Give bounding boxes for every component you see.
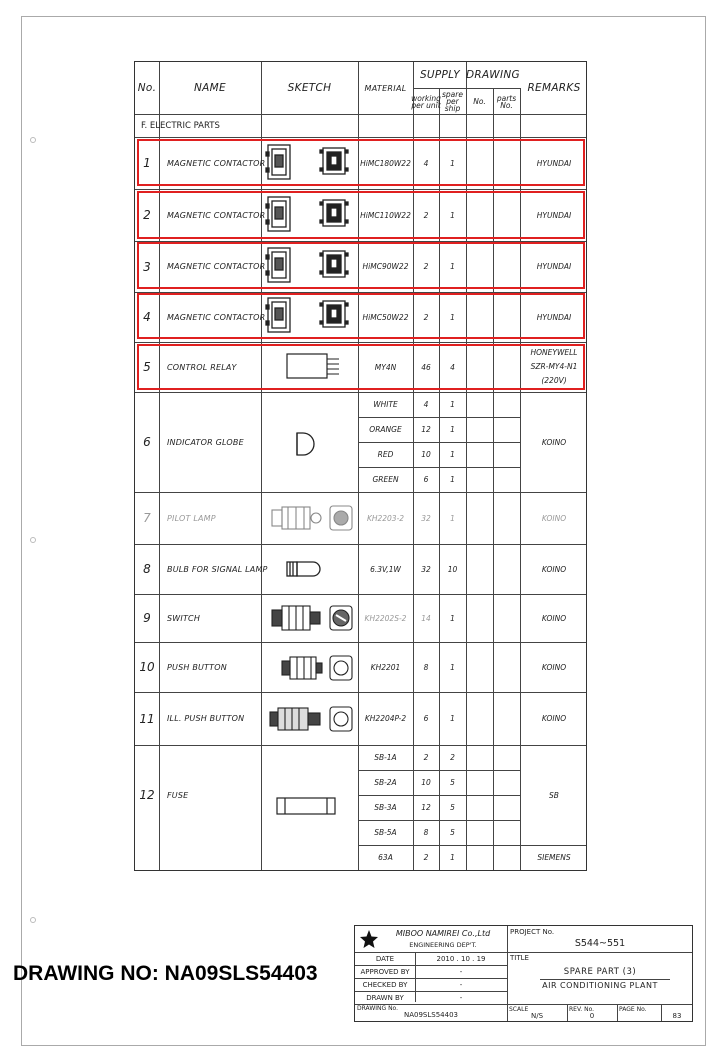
row-no: 6 bbox=[143, 435, 151, 449]
approved-value: - bbox=[459, 967, 463, 976]
sub-working: 10 bbox=[421, 778, 431, 787]
highlight-row-5 bbox=[137, 344, 585, 390]
row-material: HiMC90W22 bbox=[362, 262, 409, 271]
project-label: PROJECT No. bbox=[510, 927, 555, 936]
row-spare: 4 bbox=[450, 362, 455, 372]
row-no: 9 bbox=[143, 611, 151, 625]
sub-material: SB-3A bbox=[374, 803, 397, 812]
header-name: NAME bbox=[194, 82, 226, 94]
row-material: MY4N bbox=[374, 362, 397, 372]
row-remarks: KOINO bbox=[541, 613, 567, 623]
row-no: 7 bbox=[143, 511, 151, 525]
checked-label: CHECKED BY bbox=[362, 980, 408, 989]
row-remarks: KOINO bbox=[541, 437, 567, 447]
highlight-row-1 bbox=[137, 139, 585, 186]
row-remarks-siemens: SIEMENS bbox=[537, 853, 571, 862]
drawing-no-value: NA09SLS54403 bbox=[404, 1011, 458, 1019]
drawing-number-banner: DRAWING NO: NA09SLS54403 bbox=[13, 962, 318, 985]
scale-value: N/S bbox=[530, 1012, 544, 1020]
drawn-value: - bbox=[459, 993, 463, 1002]
row-name: MAGNETIC CONTACTOR bbox=[167, 158, 266, 168]
row-working: 32 bbox=[421, 564, 431, 574]
row-spare: 1 bbox=[450, 662, 455, 672]
row-name: BULB FOR SIGNAL LAMP bbox=[167, 564, 268, 574]
department: ENGINEERING DEP'T. bbox=[409, 941, 477, 949]
rev-value: 0 bbox=[589, 1012, 595, 1020]
sub-working: 2 bbox=[423, 753, 429, 762]
header-drawing: DRAWING bbox=[466, 69, 520, 81]
sub-material: GREEN bbox=[372, 475, 399, 484]
date-label: DATE bbox=[375, 954, 395, 963]
row-name: INDICATOR GLOBE bbox=[167, 437, 244, 447]
header-no: No. bbox=[137, 82, 157, 94]
sub-material: RED bbox=[377, 450, 394, 459]
sub-spare: 5 bbox=[450, 828, 455, 837]
row-spare: 1 bbox=[450, 613, 455, 623]
row-no: 4 bbox=[143, 310, 151, 324]
highlight-row-2 bbox=[137, 191, 585, 239]
row-spare: 1 bbox=[450, 714, 455, 723]
ill-push-button-sketch bbox=[268, 705, 355, 733]
row-name: ILL. PUSH BUTTON bbox=[167, 714, 245, 723]
rev-label: REV. No. bbox=[569, 1005, 595, 1013]
drawing-no-label: DRAWING No. bbox=[357, 1005, 399, 1012]
row-remarks-line2: SZR-MY4-N1 bbox=[530, 361, 578, 371]
row-no: 12 bbox=[139, 788, 155, 802]
row-remarks: KOINO bbox=[541, 662, 567, 672]
row-working: 32 bbox=[421, 513, 431, 523]
row-name: MAGNETIC CONTACTOR bbox=[167, 210, 266, 220]
header-working-per-unit: working per unit bbox=[411, 93, 441, 110]
row-working: 2 bbox=[423, 262, 429, 271]
row-working: 14 bbox=[421, 613, 431, 623]
row-no: 8 bbox=[143, 562, 151, 576]
row-remarks: HYUNDAI bbox=[536, 158, 572, 168]
punch-hole bbox=[30, 537, 36, 543]
title-label: TITLE bbox=[510, 953, 529, 962]
row-remarks: KOINO bbox=[541, 513, 567, 523]
sub-working: 12 bbox=[421, 803, 431, 812]
section-title: F. ELECTRIC PARTS bbox=[141, 120, 220, 131]
row-material: HiMC180W22 bbox=[360, 158, 411, 168]
row-remarks: HYUNDAI bbox=[536, 262, 572, 271]
header-supply: SUPPLY bbox=[419, 69, 461, 81]
header-drawing-no: No. bbox=[473, 97, 486, 106]
sub-material: WHITE bbox=[373, 400, 398, 409]
pilot-lamp-sketch bbox=[270, 504, 355, 532]
row-working: 2 bbox=[423, 312, 429, 322]
sub-working: 8 bbox=[423, 828, 429, 837]
row-no: 5 bbox=[143, 360, 151, 374]
row-material: KH2202S-2 bbox=[364, 613, 407, 623]
switch-sketch bbox=[270, 603, 355, 633]
sub-working: 12 bbox=[421, 425, 431, 434]
header-remarks: REMARKS bbox=[527, 82, 581, 94]
title-block bbox=[354, 925, 693, 1022]
row-name: MAGNETIC CONTACTOR bbox=[167, 312, 266, 322]
row-material: KH2201 bbox=[370, 662, 401, 672]
approved-label: APPROVED BY bbox=[360, 967, 410, 976]
row-material: KH2203-2 bbox=[366, 513, 405, 523]
row-name: FUSE bbox=[167, 790, 189, 800]
sub-working: 4 bbox=[423, 400, 429, 409]
punch-hole bbox=[30, 137, 36, 143]
row-working: 2 bbox=[423, 210, 429, 220]
row-name: MAGNETIC CONTACTOR bbox=[167, 262, 266, 271]
row-working: 6 bbox=[423, 714, 429, 723]
sub-material: 63A bbox=[378, 853, 393, 862]
row-name: PUSH BUTTON bbox=[167, 662, 227, 672]
row-remarks: KOINO bbox=[541, 714, 567, 723]
sub-material: SB-1A bbox=[374, 753, 397, 762]
row-name: PILOT LAMP bbox=[167, 513, 216, 523]
row-spare: 1 bbox=[450, 158, 455, 168]
title-line1: SPARE PART (3) bbox=[563, 967, 637, 977]
sub-spare: 2 bbox=[450, 753, 455, 762]
row-name: SWITCH bbox=[167, 613, 201, 623]
highlight-row-3 bbox=[137, 242, 585, 289]
drawn-label: DRAWN BY bbox=[366, 993, 404, 1002]
sub-spare: 1 bbox=[450, 450, 455, 459]
parts-table bbox=[134, 61, 587, 871]
indicator-globe-sketch bbox=[293, 429, 323, 459]
row-no: 2 bbox=[143, 208, 151, 222]
row-name: CONTROL RELAY bbox=[167, 362, 237, 372]
sub-working: 10 bbox=[421, 450, 431, 459]
row-no: 3 bbox=[143, 259, 151, 274]
title-line2: AIR CONDITIONING PLANT bbox=[542, 980, 658, 990]
row-remarks: HYUNDAI bbox=[536, 312, 572, 322]
fuse-sketch bbox=[275, 795, 340, 817]
row-material: HiMC110W22 bbox=[360, 210, 411, 220]
header-sketch: SKETCH bbox=[287, 82, 332, 94]
row-spare: 1 bbox=[450, 312, 455, 322]
sub-spare: 5 bbox=[450, 803, 455, 812]
push-button-sketch bbox=[280, 654, 355, 682]
company-name: MIBOO NAMIREI Co.,Ltd bbox=[395, 928, 491, 938]
row-no: 11 bbox=[139, 711, 155, 726]
project-value: S544~551 bbox=[574, 937, 626, 949]
sub-working: 2 bbox=[423, 853, 429, 862]
page-value: 83 bbox=[672, 1012, 682, 1020]
sub-material: SB-2A bbox=[374, 778, 397, 787]
header-parts-no: parts No. bbox=[496, 93, 517, 110]
row-working: 8 bbox=[423, 662, 429, 672]
page-label: PAGE No. bbox=[619, 1005, 647, 1013]
star-logo bbox=[359, 929, 379, 949]
row-remarks: SB bbox=[549, 790, 559, 800]
row-remarks: KOINO bbox=[541, 564, 567, 574]
row-material: 6.3V,1W bbox=[370, 564, 401, 574]
row-spare: 10 bbox=[447, 564, 458, 574]
row-no: 10 bbox=[139, 660, 155, 674]
row-material: KH2204P-2 bbox=[364, 714, 407, 723]
bulb-sketch bbox=[285, 557, 335, 581]
row-remarks: HYUNDAI bbox=[536, 210, 572, 220]
sub-working: 6 bbox=[423, 475, 429, 484]
date-value: 2010 . 10 . 19 bbox=[436, 954, 486, 963]
sub-spare: 1 bbox=[450, 400, 455, 409]
row-spare: 1 bbox=[450, 513, 455, 523]
row-material: HiMC50W22 bbox=[362, 312, 409, 322]
header-spare-per-ship: spare per ship bbox=[442, 90, 463, 113]
sub-material: SB-5A bbox=[374, 828, 397, 837]
punch-hole bbox=[30, 917, 36, 923]
row-remarks-line3: (220V) bbox=[541, 375, 567, 385]
sub-material: ORANGE bbox=[369, 425, 402, 434]
highlight-row-4 bbox=[137, 293, 585, 339]
row-no: 1 bbox=[143, 156, 151, 170]
row-spare: 1 bbox=[450, 210, 455, 220]
sub-spare: 1 bbox=[450, 475, 455, 484]
checked-value: - bbox=[459, 980, 463, 989]
row-working: 4 bbox=[423, 158, 429, 168]
row-working: 46 bbox=[421, 362, 431, 372]
sub-spare: 1 bbox=[450, 425, 455, 434]
scale-label: SCALE bbox=[509, 1005, 529, 1013]
sub-spare: 1 bbox=[450, 853, 455, 862]
header-material: MATERIAL bbox=[364, 83, 407, 93]
sub-spare: 5 bbox=[450, 778, 455, 787]
row-spare: 1 bbox=[450, 262, 455, 271]
row-remarks-line1: HONEYWELL bbox=[530, 347, 578, 357]
